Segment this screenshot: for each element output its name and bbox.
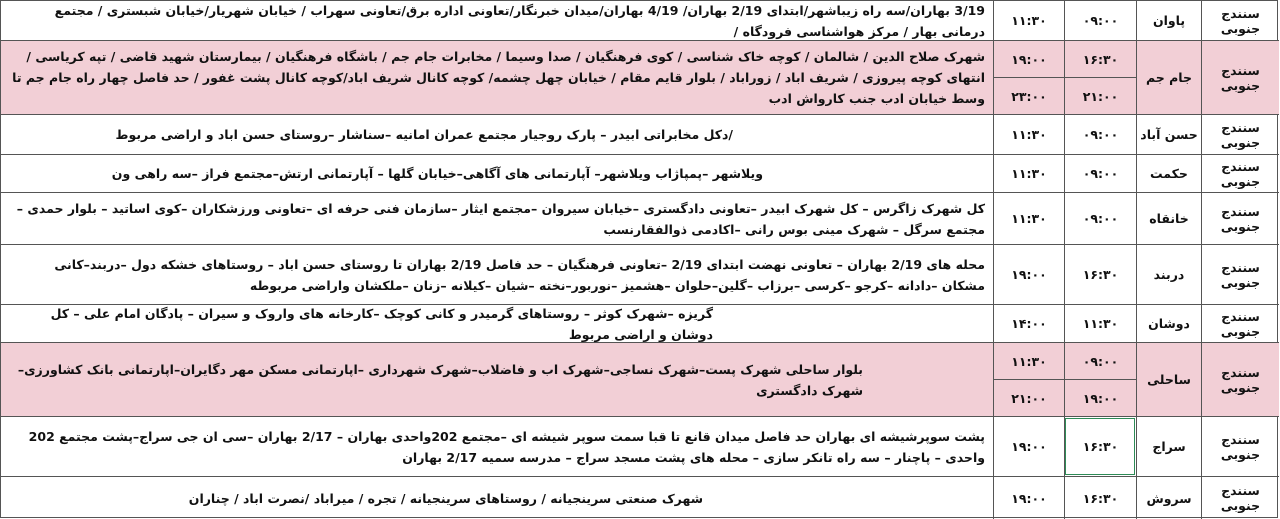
description-cell: گریزه –شهرک کوثر – روستاهای گرمیدر و کانی کوچک –کارخانه های واروک و سیران – پادگان امام علی – کل دوشان و اراضی مربوط xyxy=(50,305,713,342)
end-time-cell: ۱۱:۳۰ xyxy=(993,155,1064,192)
description-cell: شهرک صلاح الدین / شالمان / کوچه خاک شناسی / کوی فرهنگیان / صدا وسیما / مخابرات جام جم / باشگاه فرهنگیان / بیمارستان شهید قاضی / تپه کریاسی / انتهای کوچه پیروزی / شریف اباد / زوراباد / بلوار قایم مقام / خیابان چهل چشمه/ کوچه کانال شریف اباد/کوچه کانال پشت غفور / حد فاصل چهار راه جام جم تا وسط خیابان ادب جنب کارواش ادب xyxy=(12,49,985,106)
start-time-cell: ۱۶:۳۰ xyxy=(1064,477,1136,519)
region-cell: سنندج جنوبی xyxy=(1201,193,1279,244)
end-time-slot: ۱۱:۳۰ xyxy=(1011,353,1047,369)
description-cell: کل شهرک زاگرس – کل شهرک ابیدر –تعاونی دادگستری –خیابان سیروان –مجتمع ایثار –سازمان فنی حرفه ای –تعاونی ورزشکاران –کوی اساتید – بلوار حمدی – مجتمع سرگل – شهرک مینی بوس رانی –اکادمی ذوالفقارنسب xyxy=(16,200,985,237)
start-time-cell xyxy=(1064,41,1136,114)
start-time-cell: ۰۹:۰۰ xyxy=(1064,193,1136,244)
end-time-cell xyxy=(993,41,1064,114)
end-time-slot: ۲۱:۰۰ xyxy=(994,379,1064,416)
end-time-cell: ۱۱:۳۰ xyxy=(993,115,1064,154)
table-row xyxy=(1,193,1279,245)
description-cell: 3/19 بهاران/سه راه زیباشهر/ابتدای 2/19 بهاران/ 4/19 بهاران/میدان خبرنگار/تعاونی اداره برق/تعاونی سهراب / خیابان شهریار/خیابان شبستری / مجتمع درمانی بهار / مرکز هواشناسی فرودگاه / xyxy=(54,2,985,39)
table-row xyxy=(1,245,1279,305)
start-time-slot: ۰۹:۰۰ xyxy=(1082,353,1119,369)
end-time-cell: ۱۹:۰۰ xyxy=(993,417,1064,476)
start-time-cell: ۰۹:۰۰ xyxy=(1064,115,1136,154)
start-time-slot: ۲۱:۰۰ xyxy=(1065,77,1136,114)
area-cell: ساحلی xyxy=(1136,343,1201,416)
end-time-cell: ۱۴:۰۰ xyxy=(993,305,1064,342)
end-time-cell: ۱۱:۳۰ xyxy=(993,1,1064,40)
area-cell: حسن آباد xyxy=(1136,115,1201,154)
end-time-cell xyxy=(993,343,1064,416)
description-cell: محله های 2/19 بهاران – تعاونی نهضت ابتدای 2/19 –تعاونی فرهنگیان – حد فاصل 2/19 بهاران تا روستای حسن اباد – روستاهای خشکه دول –دربند–کانی مشکان –دادانه –کرجو –کرسی –برزاب –گلین–حلوان –هشمیز –نوربور–نخته –شیان –کیلانه –زنان –ملکشان واراضی مربوطه xyxy=(54,256,985,293)
end-time-slot: ۲۳:۰۰ xyxy=(994,77,1064,114)
start-time-cell: ۱۶:۳۰ xyxy=(1064,245,1136,304)
description-cell: /دکل مخابراتی ابیدر – پارک روجیار مجتمع عمران امانیه –سناشار –روستای حسن اباد و اراضی مربوط xyxy=(115,127,733,142)
description-cell: شهرک صنعتی سرینجیانه / روستاهای سرینجیانه / تجره / میراباد /نصرت اباد / چناران xyxy=(188,490,703,506)
description-cell: ویلاشهر –پمپاژاب ویلاشهر– آپارتمانی های آگاهی–خیابان گلها – آپارتمانی ارتش–مجتمع فراز –سه راهی ون xyxy=(111,166,763,181)
start-time-slot: ۱۶:۳۰ xyxy=(1082,51,1119,67)
region-cell: سنندج جنوبی xyxy=(1201,305,1279,342)
end-time-cell: ۱۹:۰۰ xyxy=(993,245,1064,304)
region-cell: سنندج جنوبی xyxy=(1201,1,1279,40)
area-cell: دربند xyxy=(1136,245,1201,304)
area-cell: خانقاه xyxy=(1136,193,1201,244)
area-cell: سراج xyxy=(1136,417,1201,476)
area-cell: دوشان xyxy=(1136,305,1201,342)
region-cell: سنندج جنوبی xyxy=(1201,115,1279,154)
description-cell: بلوار ساحلی شهرک پست–شهرک نساجی–شهرک اب و فاضلاب–شهرک شهرداری –اپارتمانی مسکن مهر دگایران–اپارتمانی بانک کشاورزی–شهرک دادگستری xyxy=(17,361,863,398)
table-row xyxy=(1,343,1279,417)
end-time-cell: ۱۱:۳۰ xyxy=(993,193,1064,244)
region-cell: سنندج جنوبی xyxy=(1201,155,1279,192)
table-row xyxy=(1,305,1279,343)
start-time-cell: ۱۱:۳۰ xyxy=(1064,305,1136,342)
start-time-slot: ۱۹:۰۰ xyxy=(1065,379,1136,416)
area-cell: جام جم xyxy=(1136,41,1201,114)
start-time-cell xyxy=(1064,343,1136,416)
area-cell: حکمت xyxy=(1136,155,1201,192)
table-row xyxy=(1,155,1279,193)
region-cell: سنندج جنوبی xyxy=(1201,477,1279,519)
end-time-cell: ۱۹:۰۰ xyxy=(993,477,1064,519)
start-time-cell: ۰۹:۰۰ xyxy=(1064,1,1136,40)
region-cell: سنندج جنوبی xyxy=(1201,41,1279,114)
table-row xyxy=(1,41,1279,115)
start-time-cell: ۰۹:۰۰ xyxy=(1064,155,1136,192)
table-row xyxy=(1,417,1279,477)
table-row xyxy=(1,115,1279,155)
region-cell: سنندج جنوبی xyxy=(1201,343,1279,416)
region-cell: سنندج جنوبی xyxy=(1201,417,1279,476)
area-cell: سروش xyxy=(1136,477,1201,519)
end-time-slot: ۱۹:۰۰ xyxy=(1011,51,1047,67)
description-cell: پشت سوپرشیشه ای بهاران حد فاصل میدان قانع تا قبا سمت سوپر شیشه ای –مجتمع 202واحدی بهاران – 2/17 بهاران –سی ان جی سراج–پشت مجتمع 202 واحدی – پاچنار – سه راه تانکر سازی – محله های پشت مسجد سراج – مدرسه سمیه 2/17 بهاران xyxy=(28,428,985,465)
area-cell: پاوان xyxy=(1136,1,1201,40)
start-time-cell: ۱۶:۳۰ xyxy=(1064,417,1136,476)
table-row xyxy=(1,477,1279,519)
table-row xyxy=(1,1,1279,41)
region-cell: سنندج جنوبی xyxy=(1201,245,1279,304)
